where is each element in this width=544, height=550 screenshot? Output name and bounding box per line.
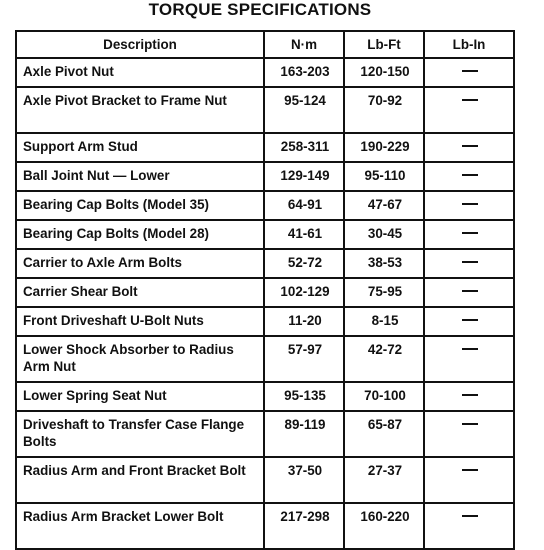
lbft-cell: 70-100	[344, 382, 424, 411]
nm-cell: 163-203	[264, 58, 344, 87]
lbft-cell: 30-45	[344, 220, 424, 249]
table-row	[16, 133, 514, 162]
table-row	[16, 278, 514, 307]
page-title: TORQUE SPECIFICATIONS	[148, 0, 372, 19]
empty-value-dash	[462, 70, 478, 72]
description-cell: Support Arm Stud	[16, 133, 264, 162]
empty-value-dash	[462, 319, 478, 321]
lbft-cell: 160-220	[344, 503, 424, 549]
description-cell: Axle Pivot Bracket to Frame Nut	[16, 87, 264, 133]
table-header-row	[16, 31, 514, 58]
table-row	[16, 87, 514, 133]
nm-cell: 95-124	[264, 87, 344, 133]
nm-cell: 41-61	[264, 220, 344, 249]
lbin-cell	[424, 249, 514, 278]
empty-value-dash	[462, 99, 478, 101]
table-row	[16, 307, 514, 336]
nm-cell: 217-298	[264, 503, 344, 549]
empty-value-dash	[462, 232, 478, 234]
description-cell: Carrier Shear Bolt	[16, 278, 264, 307]
nm-cell: 37-50	[264, 457, 344, 503]
lbin-cell	[424, 162, 514, 191]
column-header-lbft: Lb-Ft	[344, 31, 424, 58]
column-header-lbin: Lb-In	[424, 31, 514, 58]
lbft-cell: 47-67	[344, 191, 424, 220]
description-cell: Lower Spring Seat Nut	[16, 382, 264, 411]
empty-value-dash	[462, 203, 478, 205]
description-cell: Lower Shock Absorber to Radius Arm Nut	[16, 336, 264, 382]
description-cell: Radius Arm and Front Bracket Bolt	[16, 457, 264, 503]
empty-value-dash	[462, 261, 478, 263]
empty-value-dash	[462, 290, 478, 292]
empty-value-dash	[462, 394, 478, 396]
table-row	[16, 249, 514, 278]
lbin-cell	[424, 278, 514, 307]
lbin-cell	[424, 457, 514, 503]
lbin-cell	[424, 133, 514, 162]
lbft-cell: 75-95	[344, 278, 424, 307]
description-cell: Axle Pivot Nut	[16, 58, 264, 87]
nm-cell: 52-72	[264, 249, 344, 278]
lbft-cell: 38-53	[344, 249, 424, 278]
table-row	[16, 411, 514, 457]
column-header-description: Description	[16, 31, 264, 58]
empty-value-dash	[462, 348, 478, 350]
lbin-cell	[424, 58, 514, 87]
table-row	[16, 58, 514, 87]
nm-cell: 89-119	[264, 411, 344, 457]
description-cell: Driveshaft to Transfer Case Flange Bolts	[16, 411, 264, 457]
empty-value-dash	[462, 469, 478, 471]
column-header-nm: N·m	[264, 31, 344, 58]
table-row	[16, 382, 514, 411]
lbin-cell	[424, 191, 514, 220]
lbft-cell: 8-15	[344, 307, 424, 336]
description-cell: Ball Joint Nut — Lower	[16, 162, 264, 191]
lbin-cell	[424, 411, 514, 457]
nm-cell: 102-129	[264, 278, 344, 307]
lbft-cell: 27-37	[344, 457, 424, 503]
lbin-cell	[424, 503, 514, 549]
table-row	[16, 503, 514, 549]
nm-cell: 258-311	[264, 133, 344, 162]
table-row	[16, 220, 514, 249]
lbft-cell: 70-92	[344, 87, 424, 133]
description-cell: Bearing Cap Bolts (Model 28)	[16, 220, 264, 249]
nm-cell: 11-20	[264, 307, 344, 336]
nm-cell: 64-91	[264, 191, 344, 220]
description-cell: Bearing Cap Bolts (Model 35)	[16, 191, 264, 220]
table-row	[16, 336, 514, 382]
table-row	[16, 191, 514, 220]
lbft-cell: 42-72	[344, 336, 424, 382]
torque-spec-table	[15, 30, 515, 550]
lbft-cell: 95-110	[344, 162, 424, 191]
nm-cell: 57-97	[264, 336, 344, 382]
empty-value-dash	[462, 174, 478, 176]
description-cell: Radius Arm Bracket Lower Bolt	[16, 503, 264, 549]
empty-value-dash	[462, 145, 478, 147]
lbft-cell: 65-87	[344, 411, 424, 457]
empty-value-dash	[462, 515, 478, 517]
nm-cell: 95-135	[264, 382, 344, 411]
lbin-cell	[424, 87, 514, 133]
lbft-cell: 120-150	[344, 58, 424, 87]
table-row	[16, 162, 514, 191]
nm-cell: 129-149	[264, 162, 344, 191]
lbin-cell	[424, 382, 514, 411]
lbin-cell	[424, 336, 514, 382]
empty-value-dash	[462, 423, 478, 425]
lbin-cell	[424, 307, 514, 336]
table-row	[16, 457, 514, 503]
lbin-cell	[424, 220, 514, 249]
description-cell: Carrier to Axle Arm Bolts	[16, 249, 264, 278]
lbft-cell: 190-229	[344, 133, 424, 162]
description-cell: Front Driveshaft U-Bolt Nuts	[16, 307, 264, 336]
